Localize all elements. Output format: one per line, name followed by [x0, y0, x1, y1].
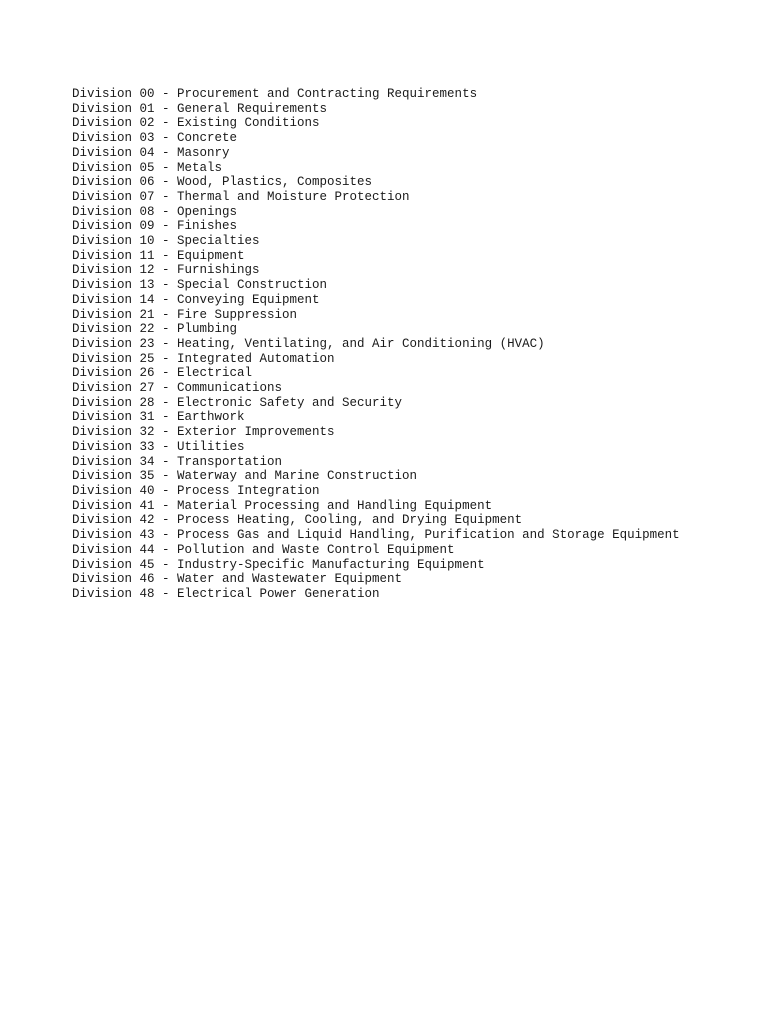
division-line: Division 00 - Procurement and Contracting Requirements — [72, 87, 478, 101]
division-line: Division 11 - Equipment — [72, 248, 245, 263]
division-line: Division 06 - Wood, Plastics, Composites — [72, 175, 373, 190]
division-line: Division 34 - Transportation — [72, 454, 283, 469]
division-line: Division 33 - Utilities — [72, 439, 245, 454]
division-line: Division 46 - Water and Wastewater Equipment — [72, 572, 403, 587]
division-line: Division 22 - Plumbing — [72, 322, 238, 337]
division-line: Division 09 - Finishes — [72, 219, 238, 234]
division-list — [72, 87, 752, 602]
division-line: Division 41 - Material Processing and Handling Equipment — [72, 498, 493, 513]
division-line: Division 42 - Process Heating, Cooling, and Drying Equipment — [72, 513, 523, 528]
division-line: Division 25 - Integrated Automation — [72, 351, 335, 366]
division-line: Division 01 - General Requirements — [72, 101, 328, 116]
division-line: Division 28 - Electronic Safety and Security — [72, 395, 403, 410]
division-line: Division 23 - Heating, Ventilating, and Air Conditioning (HVAC) — [72, 336, 545, 351]
division-line: Division 12 - Furnishings — [72, 263, 260, 278]
division-line: Division 27 - Communications — [72, 381, 283, 396]
division-line: Division 04 - Masonry — [72, 145, 230, 160]
division-line: Division 32 - Exterior Improvements — [72, 425, 335, 440]
division-line: Division 03 - Concrete — [72, 131, 238, 146]
division-line: Division 26 - Electrical — [72, 366, 253, 381]
division-line: Division 10 - Specialties — [72, 234, 260, 249]
division-line: Division 02 - Existing Conditions — [72, 116, 320, 131]
division-line: Division 05 - Metals — [72, 160, 223, 175]
division-line: Division 08 - Openings — [72, 204, 238, 219]
division-line: Division 45 - Industry-Specific Manufacturing Equipment — [72, 557, 485, 572]
division-line: Division 35 - Waterway and Marine Construction — [72, 469, 418, 484]
division-line: Division 31 - Earthwork — [72, 410, 245, 425]
division-line: Division 43 - Process Gas and Liquid Handling, Purification and Storage Equipment — [72, 528, 680, 543]
division-line: Division 21 - Fire Suppression — [72, 307, 298, 322]
division-line: Division 40 - Process Integration — [72, 483, 320, 498]
document-page — [72, 87, 752, 602]
division-line: Division 07 - Thermal and Moisture Protection — [72, 189, 410, 204]
division-line: Division 13 - Special Construction — [72, 278, 328, 293]
division-line: Division 14 - Conveying Equipment — [72, 292, 320, 307]
division-line: Division 44 - Pollution and Waste Control Equipment — [72, 542, 455, 557]
division-line: Division 48 - Electrical Power Generation — [72, 586, 380, 601]
